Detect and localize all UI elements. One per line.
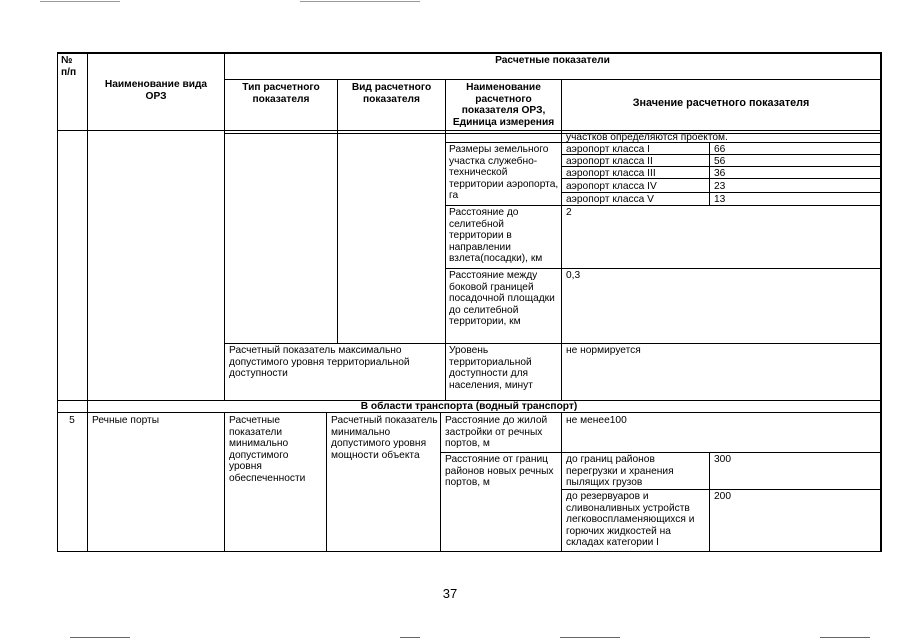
header-indicator-kind: Вид расчетного показателя [351, 82, 432, 105]
airport-class-3-value: 36 [714, 168, 726, 179]
distance-side-value: 0,3 [566, 270, 581, 281]
accessibility-label: Уровень территориальной доступности для населения, минут [449, 345, 533, 391]
airport-class-1: аэропорт класса I [566, 144, 651, 155]
airport-area-label: Размеры земельного участка служебно-технической территории аэропорта, га [449, 144, 559, 202]
scan-artifact [400, 637, 420, 638]
header-indicator-name: Наименование расчетного показателя ОРЗ, Единица измерения [452, 82, 555, 128]
distance-residential-label: Расстояние до жилой застройки от речных портов, м [445, 415, 548, 450]
page-number: 37 [442, 586, 458, 601]
river-ports-indicator-kind: Расчетный показатель минимально допустимого уровня мощности объекта [331, 415, 438, 461]
header-number: № п/п [61, 55, 77, 78]
airport-class-4: аэропорт класса IV [566, 181, 657, 192]
header-indicator-type: Тип расчетного показателя [242, 82, 320, 105]
scan-artifact [560, 637, 620, 638]
max-accessibility-type: Расчетный показатель максимально допустимого уровня территориальной доступности [229, 345, 410, 380]
river-ports-number: 5 [69, 415, 75, 426]
dusty-cargo-label: до границ районов перегрузки и хранения пылящих грузов [566, 454, 674, 489]
header-indicator-value: Значение расчетного показателя [632, 97, 810, 109]
airport-class-2: аэропорт класса II [566, 156, 653, 167]
distance-residential-value: не менее100 [566, 415, 627, 426]
accessibility-value: не нормируется [566, 345, 641, 356]
distance-takeoff-value: 2 [566, 207, 572, 218]
airport-class-5-value: 13 [714, 194, 726, 205]
dusty-cargo-value: 300 [714, 454, 731, 465]
distance-new-ports-label: Расстояние от границ районов новых речных портов, м [445, 454, 554, 489]
scan-artifact [70, 637, 130, 638]
scan-artifact [40, 1, 120, 2]
river-ports-name: Речные порты [92, 415, 160, 426]
section-title: В области транспорта (водный транспорт) [360, 401, 578, 412]
river-ports-indicator-type: Расчетные показатели минимально допустимого уровня обеспеченности [229, 415, 306, 484]
header-object-name: Наименование вида ОРЗ [104, 79, 208, 102]
scan-artifact [820, 637, 870, 638]
airport-class-1-value: 66 [714, 144, 726, 155]
airport-class-3: аэропорт класса III [566, 168, 656, 179]
distance-side-label: Расстояние между боковой границей посадочной площадки до селитебной территории, км [449, 270, 555, 328]
distance-takeoff-label: Расстояние до селитебной территории в направлении взлета(посадки), км [449, 207, 543, 265]
airport-class-5: аэропорт класса V [566, 194, 654, 205]
flammable-liquids-value: 200 [714, 491, 731, 502]
flammable-liquids-label: до резервуаров и сливоналивных устройств легковоспламеняющихся и горючих жидкостей на складах категории I [566, 491, 695, 549]
continued-value-text: участков определяются проектом. [566, 132, 728, 143]
airport-class-2-value: 56 [714, 156, 726, 167]
airport-class-4-value: 23 [714, 181, 726, 192]
scan-artifact [300, 1, 420, 2]
header-calculated-indicators: Расчетные показатели [495, 55, 610, 66]
